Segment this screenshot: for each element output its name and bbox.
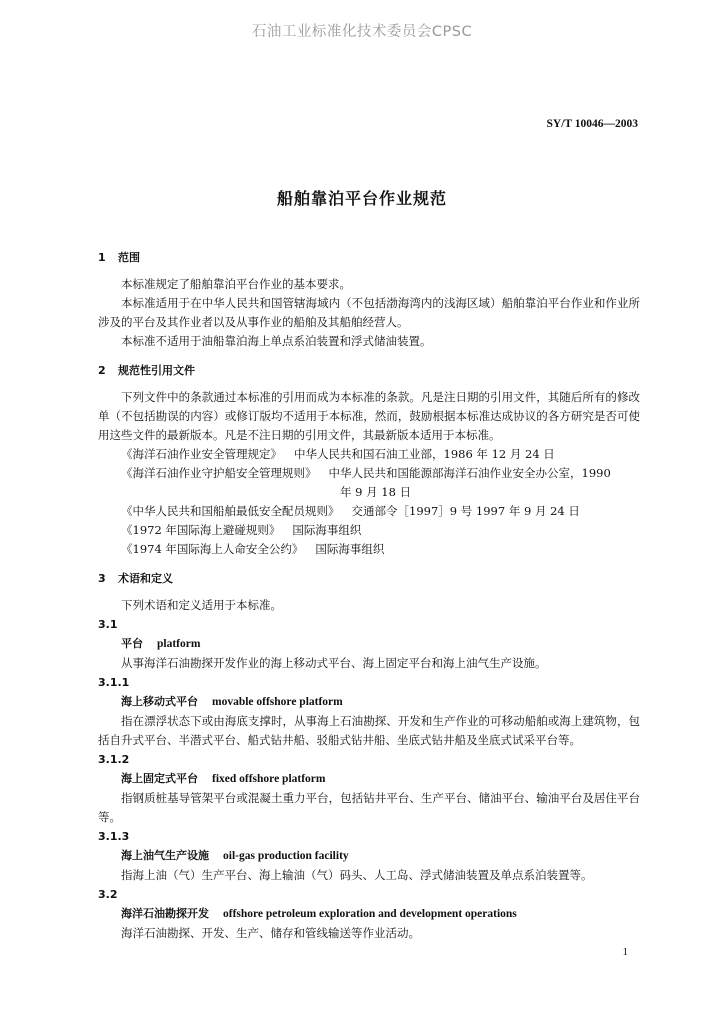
term-number: 3.1.1 <box>98 676 130 689</box>
reference-issuer-continued: 年 9 月 18 日 <box>340 485 412 499</box>
paragraph: 本标准适用于在中华人民共和国管辖海域内（不包括渤海湾内的浅海区域）船舶靠泊平台作业和作业所涉及的平台及其作业者以及从事作业的船舶及其船舶经营人。 <box>98 296 640 329</box>
term-definition: 从事海洋石油勘探开发作业的海上移动式平台、海上固定平台和海上油气生产设施。 <box>121 656 547 670</box>
term-en: fixed offshore platform <box>212 773 326 785</box>
term-number: 3.1.3 <box>98 830 130 843</box>
reference-item <box>98 502 640 521</box>
reference-issuer: 国际海事组织 <box>315 542 385 556</box>
term-name <box>98 846 640 866</box>
section-number: 1 <box>98 251 106 264</box>
term-en: oil-gas production facility <box>223 850 349 862</box>
term-name <box>98 904 640 924</box>
reference-issuer: 交通部令［1997］9 号 1997 年 9 月 24 日 <box>351 504 580 518</box>
reference-item <box>98 464 640 483</box>
section-title: 范围 <box>118 251 140 264</box>
reference-issuer: 中华人民共和国能源部海洋石油作业安全办公室，1990 <box>328 466 611 480</box>
term-name <box>98 692 640 712</box>
reference-name: 《1972 年国际海上避碰规则》 <box>121 523 281 537</box>
section-3-heading <box>98 569 640 588</box>
term-number: 3.1 <box>98 618 118 631</box>
reference-item <box>98 521 640 540</box>
term-name <box>98 634 640 654</box>
standard-code: SY/T 10046—2003 <box>546 118 638 130</box>
term-en: movable offshore platform <box>212 696 343 708</box>
section-2-heading <box>98 361 640 380</box>
term-zh: 平台 <box>121 637 143 650</box>
term-definition: 海洋石油勘探、开发、生产、储存和管线输送等作业活动。 <box>121 926 420 940</box>
term-en: platform <box>157 638 201 650</box>
reference-name: 《1974 年国际海上人命安全公约》 <box>121 542 304 556</box>
term-definition: 指钢质桩基导管架平台或混凝土重力平台，包括钻井平台、生产平台、储油平台、输油平台及居住平台等。 <box>98 791 640 824</box>
section-number: 2 <box>98 364 106 377</box>
section-title: 规范性引用文件 <box>118 364 195 377</box>
reference-issuer: 中华人民共和国石油工业部，1986 年 12 月 24 日 <box>294 447 555 461</box>
section-number: 3 <box>98 572 106 585</box>
paragraph: 本标准规定了船舶靠泊平台作业的基本要求。 <box>121 277 351 291</box>
reference-name: 《中华人民共和国船舶最低安全配员规则》 <box>121 504 340 518</box>
paragraph: 本标准不适用于油船靠泊海上单点系泊装置和浮式储油装置。 <box>121 334 432 348</box>
term-name <box>98 769 640 789</box>
term-zh: 海上油气生产设施 <box>121 849 209 862</box>
reference-item <box>98 540 640 559</box>
term-zh: 海上移动式平台 <box>121 695 198 708</box>
term-definition: 指海上油（气）生产平台、海上输油（气）码头、人工岛、浮式储油装置及单点系泊装置等。 <box>121 868 593 882</box>
reference-item <box>98 445 640 464</box>
reference-name: 《海洋石油作业守护船安全管理规则》 <box>121 466 317 480</box>
paragraph: 下列术语和定义适用于本标准。 <box>121 598 282 612</box>
term-zh: 海上固定式平台 <box>121 772 198 785</box>
page-number: 1 <box>622 946 628 958</box>
document-body <box>98 248 640 943</box>
term-en: offshore petroleum exploration and development operations <box>223 908 517 920</box>
reference-issuer: 国际海事组织 <box>292 523 362 537</box>
term-number: 3.1.2 <box>98 753 130 766</box>
section-1-heading <box>98 248 640 267</box>
watermark: 石油工业标准化技术委员会CPSC <box>251 24 473 40</box>
reference-name: 《海洋石油作业安全管理规定》 <box>121 447 282 461</box>
term-definition: 指在漂浮状态下或由海底支撑时，从事海上石油勘探、开发和生产作业的可移动船舶或海上建筑物，包括自升式平台、半潜式平台、船式钻井船、驳船式钻井船、坐底式钻井船及坐底式试采平台等。 <box>98 714 640 747</box>
term-number: 3.2 <box>98 888 118 901</box>
section-title: 术语和定义 <box>118 572 173 585</box>
paragraph: 下列文件中的条款通过本标准的引用而成为本标准的条款。凡是注日期的引用文件，其随后所有的修改单（不包括勘误的内容）或修订版均不适用于本标准，然而，鼓励根据本标准达成协议的各方研究是否可使用这些文件的最新版本。凡是不注日期的引用文件，其最新版本适用于本标准。 <box>98 390 640 442</box>
document-title: 船舶靠泊平台作业规范 <box>276 189 447 208</box>
term-zh: 海洋石油勘探开发 <box>121 907 209 920</box>
